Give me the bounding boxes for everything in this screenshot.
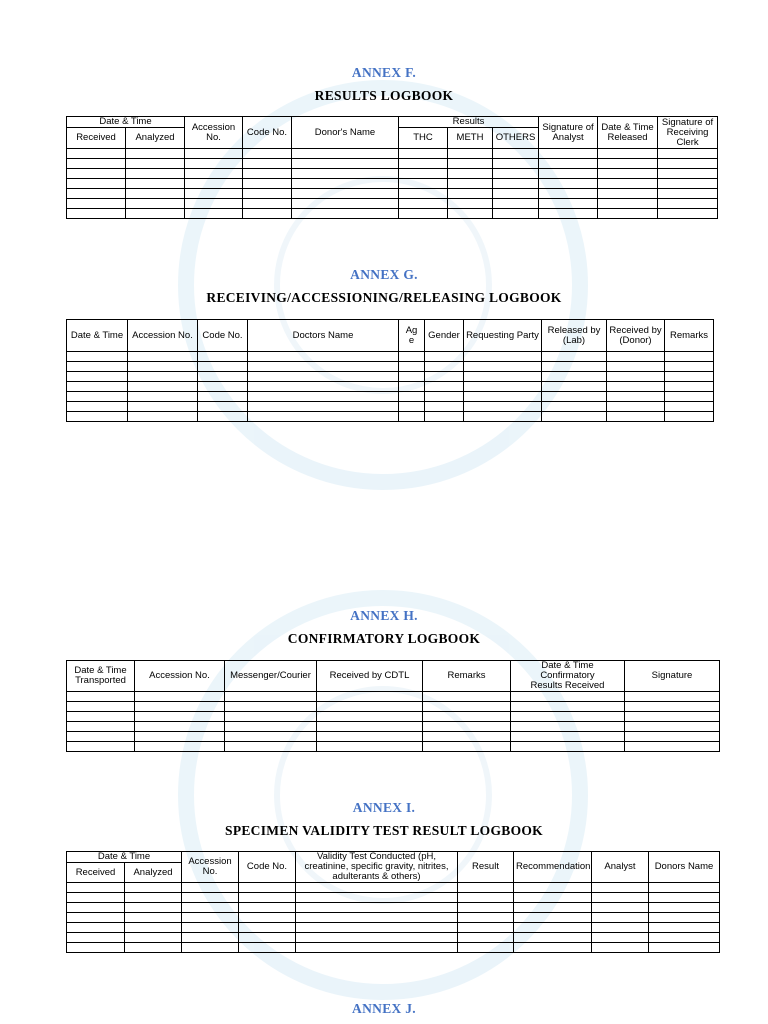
header-result: Result [458, 852, 514, 883]
header-analyzed: Analyzed [126, 128, 185, 149]
header-results: Results [399, 117, 539, 128]
header-received-by: Received by (Donor) [607, 320, 665, 352]
table-row [67, 883, 720, 893]
header-date-time: Date & Time [67, 852, 182, 863]
header-age: Ag e [399, 320, 425, 352]
header-code-no: Code No. [198, 320, 248, 352]
table-row [67, 903, 720, 913]
header-donors-name: Donor's Name [292, 117, 399, 149]
annex-g-title: RECEIVING/ACCESSIONING/RELEASING LOGBOOK [206, 290, 562, 305]
results-logbook-table [66, 116, 718, 219]
header-accession-no: Accession No. [128, 320, 198, 352]
header-date-time: Date & Time [67, 117, 185, 128]
confirmatory-logbook-table [66, 660, 720, 752]
table-row [67, 742, 720, 752]
header-thc: THC [399, 128, 448, 149]
header-date-time-released: Date & Time Released [598, 117, 658, 149]
receiving-logbook-table [66, 319, 714, 422]
table-row [67, 149, 718, 159]
table-row [67, 392, 714, 402]
annex-g-label: ANNEX G. [350, 267, 418, 282]
header-donors-name: Donors Name [649, 852, 720, 883]
header-accession-no: Accession No. [182, 852, 239, 883]
header-gender: Gender [425, 320, 464, 352]
table-row [67, 362, 714, 372]
header-remarks: Remarks [423, 661, 511, 692]
header-received-by-cdtl: Received by CDTL [317, 661, 423, 692]
header-remarks: Remarks [665, 320, 714, 352]
table-row [67, 702, 720, 712]
table-row [67, 189, 718, 199]
header-signature: Signature [625, 661, 720, 692]
table-row [67, 712, 720, 722]
annex-i-label: ANNEX I. [352, 800, 416, 815]
annex-f-label: ANNEX F. [351, 65, 417, 80]
header-analyzed: Analyzed [125, 863, 182, 883]
annex-f-title: RESULTS LOGBOOK [314, 88, 454, 103]
table-row [67, 169, 718, 179]
table-row [67, 943, 720, 953]
header-signature-receiving-clerk: Signature of Receiving Clerk [658, 117, 718, 149]
header-messenger-courier: Messenger/Courier [225, 661, 317, 692]
table-row [67, 412, 714, 422]
annex-j-label: ANNEX J. [352, 1001, 416, 1016]
header-released-by: Released by (Lab) [542, 320, 607, 352]
header-date-time-transported: Date & Time Transported [67, 661, 135, 692]
header-signature-analyst: Signature of Analyst [539, 117, 598, 149]
header-received: Received [67, 128, 126, 149]
annex-i-title: SPECIMEN VALIDITY TEST RESULT LOGBOOK [225, 823, 543, 838]
table-row [67, 159, 718, 169]
header-accession-no: Accession No. [185, 117, 243, 149]
table-row [67, 732, 720, 742]
table-row [67, 372, 714, 382]
table-row [67, 923, 720, 933]
table-row [67, 199, 718, 209]
annex-h-title: CONFIRMATORY LOGBOOK [287, 631, 481, 646]
header-others: OTHERS [493, 128, 539, 149]
header-requesting-party: Requesting Party [464, 320, 542, 352]
table-row [67, 893, 720, 903]
table-row [67, 692, 720, 702]
table-row [67, 913, 720, 923]
header-received: Received [67, 863, 125, 883]
header-confirmatory-results-received: Date & Time Confirmatory Results Received [511, 661, 625, 692]
header-meth: METH [448, 128, 493, 149]
header-accession-no: Accession No. [135, 661, 225, 692]
table-row [67, 352, 714, 362]
header-recommendation: Recommendation [514, 852, 592, 883]
header-code-no: Code No. [239, 852, 296, 883]
header-doctors-name: Doctors Name [248, 320, 399, 352]
table-row [67, 209, 718, 219]
header-code-no: Code No. [243, 117, 292, 149]
table-row [67, 179, 718, 189]
header-analyst: Analyst [592, 852, 649, 883]
table-row [67, 382, 714, 392]
specimen-validity-logbook-table [66, 851, 720, 953]
table-row [67, 402, 714, 412]
table-row [67, 933, 720, 943]
header-validity-test: Validity Test Conducted (pH, creatinine, specific gravity, nitrites, adulterants & others) [296, 852, 458, 883]
table-row [67, 722, 720, 732]
header-date-time: Date & Time [67, 320, 128, 352]
annex-h-label: ANNEX H. [350, 608, 418, 623]
